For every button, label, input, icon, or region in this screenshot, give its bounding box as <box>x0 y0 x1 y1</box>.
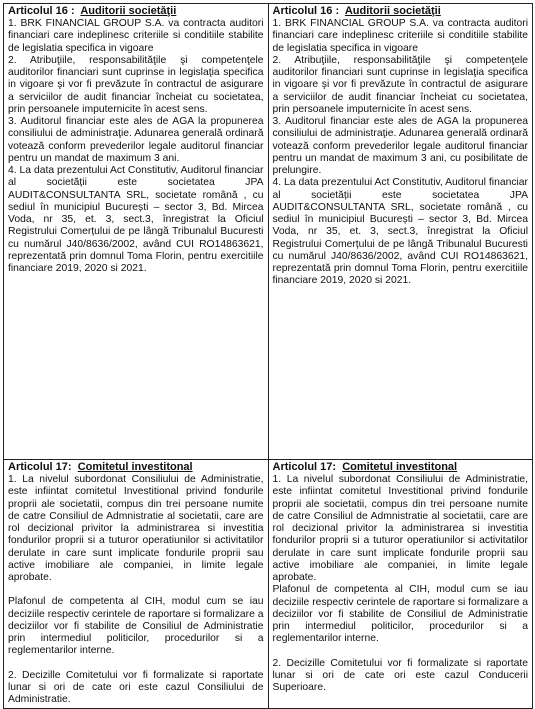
paragraph: 4. La data prezentului Act Constitutiv, Auditorul financiar al societății este societatea JPA AUDIT&CONSULTANTA SRL, societate română , cu sediul în municipiul București – sector 3, Bd. Mircea Voda, nr 35, et. 3, sect.3, înregistrat la Oficiul Registrului Comerțului de pe lângă Tribunalul Bucuresti cu numărul J40/8636/2002, având CUI RO14863621, reprezentată prin domnul Toma Florin, pentru exercitiile financiare 2019, 2020 si 2021. <box>272 177 528 287</box>
right-cell-article-17 <box>268 460 533 709</box>
article-title: Comitetul investitonal <box>342 461 458 473</box>
paragraph: Plafonul de competenta al CIH, modul cum se iau deciziile respectiv cerintele de raportare si formalizare a deciziilor vor fi stabilite de Consiliul de Administratie prin intermediul politicilor, procedurilor si a reglementarilor interne. <box>272 584 528 645</box>
paragraph: 1. BRK FINANCIAL GROUP S.A. va contracta auditori financiari care indeplinesc criteriile si conditiile stabilite de legislatia specifica in vigoare <box>272 18 528 54</box>
left-cell-article-16 <box>4 4 269 460</box>
table-row-article-16 <box>4 4 533 460</box>
paragraph: 1. La nivelul subordonat Consiliului de Administratie, este infiintat comitetul Investitional privind fondurile proprii ale societatii, compus din trei persoane numite de catre Consiliul de Admnistratie al societatii, care are rol decizional privitor la administrarea si investitia fondurilor proprii si a tuturor operatiunilor si activitatilor derulate in care sunt implicate fondurile proprii sau active imobiliare ale companiei, in limite legale aprobate. <box>8 474 264 583</box>
article-number: Articolul 17: <box>8 461 72 473</box>
article-17-heading-right <box>273 461 529 474</box>
paragraph: 1. BRK FINANCIAL GROUP S.A. va contracta auditori financiari care indeplinesc criteriile si conditiile stabilite de legislatia specifica in vigoare <box>8 18 264 54</box>
table-row-article-17 <box>4 460 533 709</box>
article-17-heading-left <box>8 461 264 474</box>
comparison-table <box>3 3 533 709</box>
right-cell-article-16 <box>268 4 533 460</box>
paragraph: 2. Atribuţiile, responsabilităţile şi competenţele auditorilor financiari sunt cuprinse in legislaţia specifica in vigoare şi vor fi prevăzute în contractul de asigurare a serviciilor de audit financiar încheiat cu societatea, prin persoanele imputernicite în acest sens. <box>272 54 528 115</box>
article-16-heading-left <box>8 5 264 18</box>
paragraph: 2. Decizille Comitetului vor fi formalizate si raportate lunar si ori de cate ori este cazul Consiliului de Administratie. <box>8 669 264 705</box>
paragraph: 1. La nivelul subordonat Consiliului de Administratie, este infiintat comitetul Investitional privind fondurile proprii ale societatii, compus din trei persoane numite de catre Consiliul de Admnistratie al societatii, care are rol decizional privitor la administrarea si investitia fondurilor proprii si a tuturor operatiunilor si activitatilor derulate in care sunt implicate fondurile proprii sau active imobiliare ale companiei, in limite legale aprobate. <box>272 474 528 583</box>
article-number: Articolul 17: <box>272 461 337 473</box>
paragraph: 2. Decizille Comitetului vor fi formalizate si raportate lunar si ori de cate ori este cazul Conducerii Superioare. <box>272 657 528 693</box>
article-title: Auditorii societăţii <box>80 5 177 17</box>
paragraph: 3. Auditorul financiar este ales de AGA la propunerea consiliului de administraţie. Adunarea generală ordinară votează conform prevederilor legale auditorul financiar pentru un mandat de maximum 3 ani, cu posibilitate de prelungire. <box>272 116 528 176</box>
paragraph: 3. Auditorul financiar este ales de AGA la propunerea consiliului de administraţie. Adunarea generală ordinară votează conform prevederilor legale auditorul financiar pentru un mandat de maximum 3 ani. <box>8 116 264 164</box>
article-title: Auditorii societăţii <box>344 5 441 17</box>
paragraph: Plafonul de competenta al CIH, modul cum se iau deciziile respectiv cerintele de raportare si formalizare a deciziilor vor fi stabilite de Consiliul de Administratie prin intermediul politicilor, procedurilor si a reglementarilor interne. <box>8 596 264 657</box>
left-cell-article-17 <box>4 460 269 709</box>
paragraph: 4. La data prezentului Act Constitutiv, Auditorul financiar al societății este societatea JPA AUDIT&CONSULTANTA SRL, societate română , cu sediul în municipiul București – sector 3, Bd. Mircea Voda, nr 35, et. 3, sect.3, înregistrat la Oficiul Registrului Comerțului de pe lângă Tribunalul Bucuresti cu numărul J40/8636/2002, având CUI RO14863621, reprezentată prin domnul Toma Florin, pentru exercitiile financiare 2019, 2020 si 2021. <box>8 165 264 274</box>
article-16-heading-right <box>273 5 529 18</box>
article-number: Articolul 16 : <box>8 5 75 17</box>
paragraph: 2. Atribuţiile, responsabilităţile şi competenţele auditorilor financiari sunt cuprinse in legislaţia specifica in vigoare şi vor fi prevăzute în contractul de asigurare a serviciilor de audit financiar încheiat cu societatea, prin persoanele imputernicite în acest sens. <box>8 54 264 115</box>
article-number: Articolul 16 : <box>272 5 340 17</box>
article-title: Comitetul investitonal <box>77 461 193 473</box>
